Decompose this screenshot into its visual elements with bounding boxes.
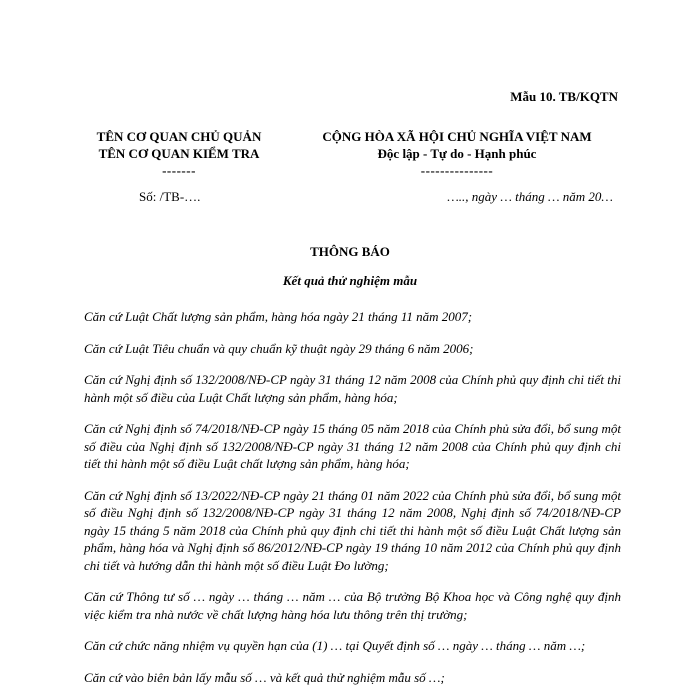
document-number: Số: /TB-….	[139, 189, 201, 204]
legal-basis-paragraph: Căn cứ Nghị định số 132/2008/NĐ-CP ngày 31 tháng 12 năm 2008 của Chính phủ quy định chi tiết thi hành một số điều của Luật Chất lượng sản phẩm, hàng hóa;	[84, 372, 621, 405]
national-motto: Độc lập - Tự do - Hạnh phúc	[377, 146, 537, 161]
national-title: CỘNG HÒA XÃ HỘI CHỦ NGHĨA VIỆT NAM	[322, 129, 592, 144]
left-divider: -------	[162, 163, 196, 178]
document-date: ….., ngày … tháng … năm 20…	[447, 189, 613, 204]
legal-basis-paragraph: Căn cứ Luật Chất lượng sản phẩm, hàng hóa ngày 21 tháng 11 năm 2007;	[84, 309, 473, 324]
document-title: THÔNG BÁO	[310, 244, 390, 259]
document-body	[84, 308, 621, 700]
form-code: Mẫu 10. TB/KQTN	[510, 89, 618, 104]
legal-basis-paragraph: Căn cứ vào biên bản lấy mẫu số … và kết quả thử nghiệm mẫu số …;	[84, 669, 445, 685]
issuing-agency-block	[84, 128, 274, 179]
legal-basis-paragraph: Căn cứ Thông tư số … ngày … tháng … năm … của Bộ trưởng Bộ Khoa học và Công nghệ quy định việc kiểm tra nhà nước về chất lượng hàng hóa lưu thông trên thị trường;	[84, 589, 621, 622]
legal-basis-paragraph: Căn cứ Luật Tiêu chuẩn và quy chuẩn kỹ thuật ngày 29 tháng 6 năm 2006;	[84, 340, 474, 356]
legal-basis-paragraph: Căn cứ chức năng nhiệm vụ quyền hạn của (1) … tại Quyết định số … ngày … tháng … năm …;	[84, 638, 586, 653]
legal-basis-paragraph: Căn cứ Nghị định số 13/2022/NĐ-CP ngày 21 tháng 01 năm 2022 của Chính phủ sửa đổi, bổ sung một số điều Nghị định số 132/2008/NĐ-CP ngày 31 tháng 12 năm 2008, Nghị định số 74/2018/NĐ-CP ngày 15 tháng 5 năm 2018 của Chính phủ quy định chi tiết thi hành một số điều Luật Chất lượng sản phẩm, hàng hóa và Nghị định số 86/2012/NĐ-CP ngày 19 tháng 10 năm 2012 của Chính phủ quy định chi tiết và hướng dẫn thi hành một số điều Luật Đo lường;	[84, 487, 621, 573]
right-divider: ---------------	[420, 163, 494, 178]
legal-basis-paragraph: Căn cứ Nghị định số 74/2018/NĐ-CP ngày 15 tháng 05 năm 2018 của Chính phủ sửa đổi, bổ sung một số điều của Nghị định số 132/2008/NĐ-CP ngày 31 tháng 12 năm 2008 của Chính phủ quy định chi tiết thi hành một số điều Luật chất lượng sản phẩm, hàng hóa;	[84, 421, 621, 471]
parent-agency-name: TÊN CƠ QUAN CHỦ QUẢN	[96, 129, 262, 144]
inspection-agency-name: TÊN CƠ QUAN KIỂM TRA	[98, 146, 260, 161]
document-subtitle: Kết quả thử nghiệm mẫu	[282, 273, 418, 288]
national-title-block	[292, 128, 622, 179]
